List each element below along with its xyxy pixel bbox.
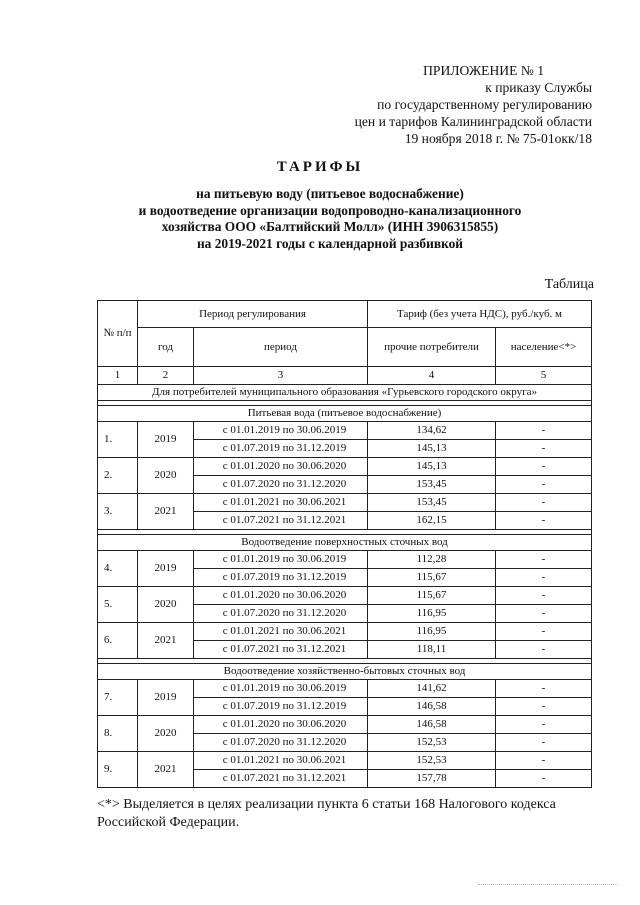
row-period: с 01.01.2021 по 30.06.2021 [194,752,368,770]
scan-artifact [478,884,618,889]
row-period: с 01.01.2021 по 30.06.2021 [194,494,368,512]
row-year: 2020 [138,458,194,494]
row-number: 3. [98,494,138,530]
tariff-table [97,300,592,788]
tariff-other-consumers: 141,62 [368,680,496,698]
header-num: № п/п [98,301,138,367]
subtitle-line: и водоотведение организации водопроводно-канализационного [138,202,522,218]
subtitle-line: хозяйства ООО «Балтийский Молл» (ИНН 3906315855) [161,219,499,234]
tariff-other-consumers: 115,67 [368,587,496,605]
header-population: население<*> [496,328,592,367]
table-row [98,494,592,512]
tariff-population: - [496,605,592,623]
table-caption: Таблица [544,277,594,292]
tariff-population: - [496,512,592,530]
row-period: с 01.01.2019 по 30.06.2019 [194,551,368,569]
tariff-population: - [496,698,592,716]
tariff-population: - [496,458,592,476]
section-title: Водоотведение поверхностных сточных вод [98,535,592,551]
tariff-other-consumers: 118,11 [368,641,496,659]
row-year: 2021 [138,752,194,788]
appendix-block [300,62,592,147]
tariff-population: - [496,440,592,458]
tariff-population: - [496,476,592,494]
tariff-population: - [496,551,592,569]
table-row [98,680,592,698]
section-title: Питьевая вода (питьевое водоснабжение) [98,406,592,422]
tariff-other-consumers: 145,13 [368,458,496,476]
table-row [98,422,592,440]
tariff-other-consumers: 134,62 [368,422,496,440]
row-period: с 01.01.2020 по 30.06.2020 [194,587,368,605]
tariff-population: - [496,587,592,605]
appendix-line: к приказу Службы [485,80,592,95]
tariff-population: - [496,641,592,659]
row-year: 2019 [138,680,194,716]
row-period: с 01.07.2020 по 31.12.2020 [194,605,368,623]
tariff-other-consumers: 152,53 [368,734,496,752]
row-period: с 01.07.2019 по 31.12.2019 [194,698,368,716]
row-period: с 01.07.2020 по 31.12.2020 [194,734,368,752]
row-period: с 01.07.2019 по 31.12.2019 [194,569,368,587]
tariff-other-consumers: 162,15 [368,512,496,530]
document-title: ТАРИФЫ [276,159,364,175]
row-year: 2020 [138,716,194,752]
appendix-line: цен и тарифов Калининградской области [354,114,592,129]
row-period: с 01.07.2020 по 31.12.2020 [194,476,368,494]
appendix-heading: ПРИЛОЖЕНИЕ № 1 [423,63,544,78]
column-number: 2 [138,367,194,385]
tariff-other-consumers: 153,45 [368,494,496,512]
row-year: 2021 [138,494,194,530]
municipality-row: Для потребителей муниципального образования «Гурьевского городского округа» [98,385,592,401]
tariff-population: - [496,569,592,587]
tariff-other-consumers: 157,78 [368,770,496,788]
row-period: с 01.01.2019 по 30.06.2019 [194,422,368,440]
column-number: 3 [194,367,368,385]
tariff-other-consumers: 112,28 [368,551,496,569]
table-row [98,752,592,770]
tariff-population: - [496,716,592,734]
row-number: 9. [98,752,138,788]
document-subtitle [100,186,560,252]
tariff-other-consumers: 116,95 [368,623,496,641]
subtitle-line: на 2019-2021 годы с календарной разбивкой [196,235,464,251]
subtitle-line: на питьевую воду (питьевое водоснабжение) [196,186,464,201]
tariff-other-consumers: 116,95 [368,605,496,623]
row-number: 5. [98,587,138,623]
table-row [98,587,592,605]
tariff-population: - [496,623,592,641]
header-tariff-group: Тариф (без учета НДС), руб./куб. м [368,301,592,328]
column-number: 1 [98,367,138,385]
column-number: 4 [368,367,496,385]
row-period: с 01.07.2021 по 31.12.2021 [194,512,368,530]
row-number: 4. [98,551,138,587]
tariff-population: - [496,734,592,752]
tariff-other-consumers: 145,13 [368,440,496,458]
header-other-consumers: прочие потребители [368,328,496,367]
table-row [98,458,592,476]
row-number: 7. [98,680,138,716]
row-year: 2020 [138,587,194,623]
table-row [98,716,592,734]
row-number: 6. [98,623,138,659]
tariff-other-consumers: 146,58 [368,716,496,734]
row-period: с 01.01.2019 по 30.06.2019 [194,680,368,698]
table-row [98,551,592,569]
footnote: <*> Выделяется в целях реализации пункта 6 статьи 168 Налогового кодекса Российской Федерации. [97,797,556,830]
tariff-other-consumers: 152,53 [368,752,496,770]
tariff-other-consumers: 146,58 [368,698,496,716]
tariff-population: - [496,770,592,788]
tariff-other-consumers: 153,45 [368,476,496,494]
row-period: с 01.01.2020 по 30.06.2020 [194,458,368,476]
row-period: с 01.07.2021 по 31.12.2021 [194,641,368,659]
appendix-line: по государственному регулированию [377,97,592,112]
row-period: с 01.07.2019 по 31.12.2019 [194,440,368,458]
column-number: 5 [496,367,592,385]
row-period: с 01.01.2021 по 30.06.2021 [194,623,368,641]
tariff-other-consumers: 115,67 [368,569,496,587]
row-year: 2019 [138,551,194,587]
appendix-order-date: 19 ноября 2018 г. № 75-01окк/18 [404,131,592,146]
header-period-group: Период регулирования [138,301,368,328]
tariff-population: - [496,494,592,512]
tariff-population: - [496,752,592,770]
tariff-population: - [496,422,592,440]
row-year: 2019 [138,422,194,458]
table-row [98,623,592,641]
section-title: Водоотведение хозяйственно-бытовых сточных вод [98,664,592,680]
tariff-population: - [496,680,592,698]
row-number: 2. [98,458,138,494]
row-period: с 01.07.2021 по 31.12.2021 [194,770,368,788]
row-period: с 01.01.2020 по 30.06.2020 [194,716,368,734]
row-number: 8. [98,716,138,752]
row-number: 1. [98,422,138,458]
row-year: 2021 [138,623,194,659]
header-year: год [138,328,194,367]
header-period: период [194,328,368,367]
